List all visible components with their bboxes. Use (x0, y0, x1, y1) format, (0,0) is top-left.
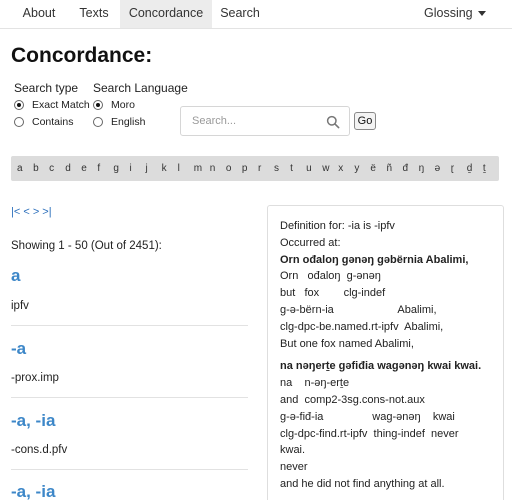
example-gloss-line: clg-dpc-be.named.rt-ipfv Abalimi, (280, 320, 444, 333)
radio-checked-icon[interactable] (93, 100, 103, 110)
search-type-heading: Search type (14, 81, 79, 95)
nav-about[interactable]: About (22, 6, 56, 20)
letter-link[interactable]: l (177, 163, 180, 174)
letter-link[interactable]: d (65, 163, 71, 174)
radio-moro-label: Moro (111, 99, 135, 111)
letter-link[interactable]: x (338, 163, 344, 174)
glossing-label: Glossing (424, 6, 473, 20)
example-gloss-line: Orn ođaloŋ g-ənəŋ (280, 270, 381, 283)
letter-link[interactable]: r (257, 163, 262, 174)
letter-link[interactable]: s (274, 163, 279, 174)
example-gloss-line: and comp2-3sg.cons-not.aux (280, 393, 425, 406)
example-gloss-line: g-ə-fiđ-ia wag-ənəŋ kwai (280, 410, 455, 423)
nav-search[interactable]: Search (220, 6, 260, 20)
radio-contains[interactable] (14, 115, 73, 129)
letter-link[interactable]: b (33, 163, 39, 174)
letter-link[interactable]: đ (402, 163, 409, 174)
letter-link[interactable]: i (129, 163, 132, 174)
letter-link[interactable]: k (161, 163, 167, 174)
pagination-controls[interactable]: |< < > >| (11, 206, 52, 218)
radio-moro[interactable] (93, 98, 135, 112)
entry-divider (11, 397, 248, 398)
letter-link[interactable]: c (49, 163, 55, 174)
example-translation: and he did not find anything at all. (280, 477, 445, 490)
letter-link[interactable]: ë (370, 163, 376, 174)
letter-link[interactable]: t (290, 163, 293, 174)
nav-concordance[interactable]: Concordance (120, 0, 212, 28)
entry-divider (11, 469, 248, 470)
entry-gloss: -prox.imp (11, 372, 59, 384)
letter-link[interactable]: e (81, 163, 87, 174)
entry-term[interactable]: -a, -ia (11, 411, 56, 430)
search-icon[interactable] (326, 115, 340, 129)
example-gloss-line: never (280, 461, 308, 474)
letter-link[interactable]: n (209, 163, 216, 174)
letter-link[interactable]: p (241, 163, 248, 174)
search-placeholder: Search... (192, 115, 237, 127)
alphabet-bar (11, 156, 499, 181)
example-translation: But one fox named Abalimi, (280, 337, 414, 350)
example-gloss-line: kwai. (280, 444, 306, 457)
example-moro-sentence: na nəŋerṯe gəfiđia wagənəŋ kwai kwai. (280, 360, 482, 373)
entry-gloss: ipfv (11, 300, 29, 312)
letter-link[interactable]: ŋ (418, 163, 425, 174)
radio-checked-icon[interactable] (14, 100, 24, 110)
radio-unchecked-icon[interactable] (14, 117, 24, 127)
letter-link[interactable]: f (97, 163, 101, 174)
definition-header: Definition for: -ia is -ipfv (280, 220, 395, 232)
radio-english-label: English (111, 116, 146, 128)
glossing-dropdown[interactable] (414, 0, 500, 28)
results-count: Showing 1 - 50 (Out of 2451): (11, 240, 162, 252)
example-moro-sentence: Orn ođaloŋ gənəŋ gəbërnia Abalimi, (280, 253, 469, 266)
example-gloss-line: na n-əŋ-erṯe (280, 377, 350, 390)
letter-link[interactable]: w (322, 163, 330, 174)
entry-term[interactable]: -a, -ia (11, 482, 56, 500)
letter-link[interactable]: ə (434, 163, 441, 174)
occurred-at-label: Occurred at: (280, 236, 341, 249)
search-language-heading: Search Language (93, 81, 188, 95)
letter-link[interactable]: a (17, 163, 23, 174)
letter-link[interactable]: ṯ (482, 163, 486, 174)
entry-divider (11, 325, 248, 326)
radio-english[interactable] (93, 115, 145, 129)
radio-exact-match[interactable] (14, 98, 90, 112)
letter-link[interactable]: y (354, 163, 360, 174)
entry-gloss: -cons.d.pfv (11, 444, 68, 456)
letter-link[interactable]: u (306, 163, 312, 174)
entry-term[interactable]: a (11, 266, 21, 285)
search-input[interactable] (180, 106, 350, 136)
letter-link[interactable]: j (145, 163, 148, 174)
caret-down-icon (478, 11, 486, 16)
definition-panel (267, 205, 504, 500)
entry-term[interactable]: -a (11, 339, 27, 358)
example-gloss-line: clg-dpc-find.rt-ipfv thing-indef never (280, 427, 459, 440)
example-gloss-line: but fox clg-indef (280, 287, 386, 300)
letter-link[interactable]: ñ (386, 163, 392, 174)
nav-texts[interactable]: Texts (79, 6, 109, 20)
radio-exact-match-label: Exact Match (32, 99, 90, 111)
page-title: Concordance: (11, 44, 153, 67)
top-navbar (0, 0, 512, 29)
letter-link[interactable]: m (193, 163, 203, 174)
letter-link[interactable]: ɽ (450, 163, 455, 174)
letter-link[interactable]: ḏ (466, 163, 473, 174)
radio-unchecked-icon[interactable] (93, 117, 103, 127)
letter-link[interactable]: o (225, 163, 232, 174)
radio-contains-label: Contains (32, 116, 74, 128)
letter-link[interactable]: g (113, 163, 119, 174)
example-gloss-line: g-ə-bërn-ia Abalimi, (280, 303, 437, 316)
go-button[interactable]: Go (354, 112, 376, 130)
